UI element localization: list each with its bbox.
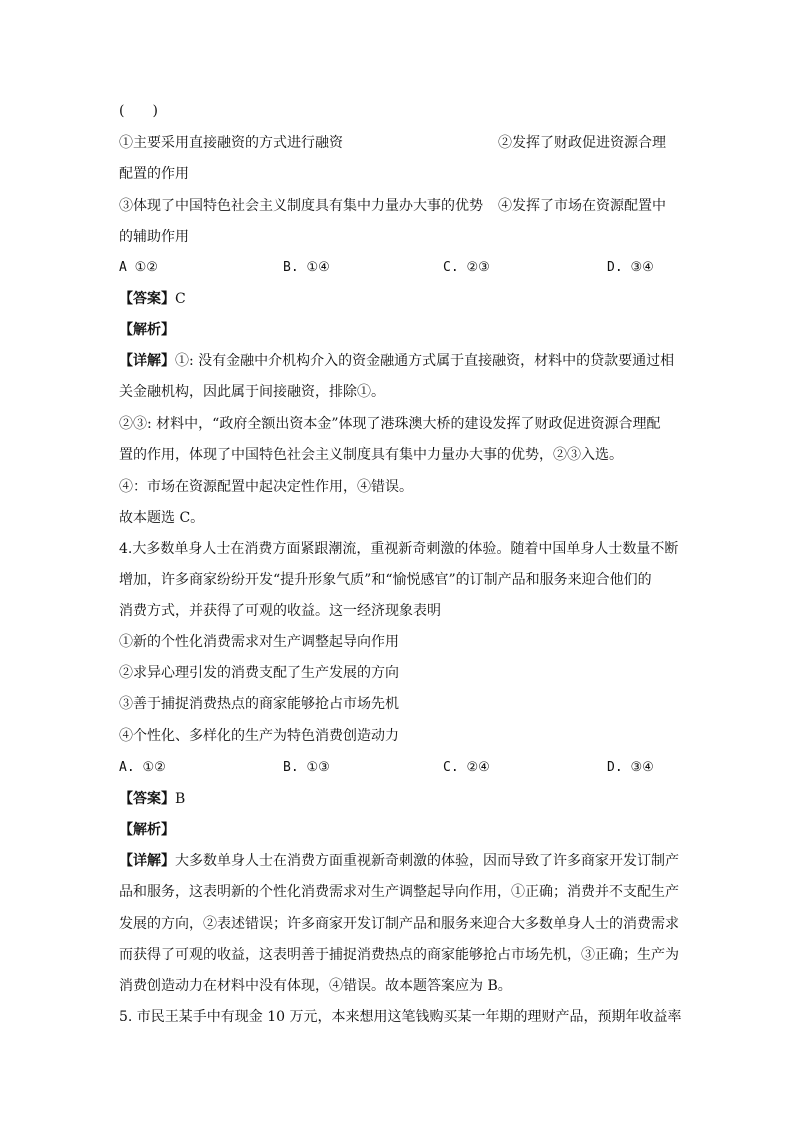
q3-detail-line: 关金融机构，因此属于间接融资，排除①。 [119,384,385,400]
q3-analysis-label: 【解析】 [119,322,175,338]
q4-item: ③善于捕捉消费热点的商家能够抢占市场先机 [119,696,399,712]
answer-value: B [175,791,186,807]
q4-stem-line: 增加，许多商家纷纷开发“提升形象气质”和“愉悦感官”的订制产品和服务来迎合他们的 [119,572,652,588]
answer-label: 【答案】 [119,291,175,307]
detail-text: ①: 没有金融中介机构介入的资金融通方式属于直接融资，材料中的贷款要通过相 [175,353,675,369]
choice-c: C. ②③ [443,260,490,275]
q4-item: ②求异心理引发的消费支配了生产发展的方向 [119,665,399,681]
q4-detail-line: 品和服务，这表明新的个性化消费需求对生产调整起导向作用，①正确；消费并不支配生产 [119,884,679,900]
choice-a: A. ①② [119,760,166,775]
detail-label: 【详解】 [119,353,175,369]
q3-option-3: ③体现了中国特色社会主义制度具有集中力量办大事的优势 [119,198,483,214]
q4-item: ④个性化、多样化的生产为特色消费创造动力 [119,728,399,744]
q3-answer [119,289,186,309]
q3-option-4-continued: 的辅助作用 [119,229,189,245]
choice-d: D. ③④ [607,260,654,275]
q4-answer [119,789,185,809]
answer-bracket: ( ) [119,103,158,119]
q3-detail-line [119,351,674,371]
q4-detail-line: 发展的方向，②表述错误；许多商家开发订制产品和服务来迎合大多数单身人士的消费需求 [119,916,679,932]
q3-detail-line: 故本题选 C。 [119,510,205,526]
detail-label: 【详解】 [119,853,175,869]
choice-c: C. ②④ [443,760,490,775]
q3-detail-line: 置的作用，体现了中国特色社会主义制度具有集中力量办大事的优势，②③入选。 [119,447,623,463]
detail-text: 大多数单身人士在消费方面重视新奇刺激的体验，因而导致了许多商家开发订制产 [175,853,679,869]
q3-detail-line: ②③: 材料中，“政府全额出资本金”体现了港珠澳大桥的建设发挥了财政促进资源合理配 [119,416,661,432]
choice-a: A ①② [119,260,158,275]
q4-stem-line: 4.大多数单身人士在消费方面紧跟潮流，重视新奇刺激的体验。随着中国单身人士数量不断 [119,541,679,557]
q3-choices [119,258,679,278]
q3-detail-line: ④：市场在资源配置中起决定性作用，④错误。 [119,479,413,495]
q3-option-2: ②发挥了财政促进资源合理 [498,135,666,151]
q5-stem: 5. 市民王某手中有现金 10 万元，本来想用这笔钱购买某一年期的理财产品，预期年收益率 [119,1009,682,1025]
choice-b: B. ①③ [283,760,330,775]
q4-item: ①新的个性化消费需求对生产调整起导向作用 [119,634,399,650]
q4-detail-line: 消费创造动力在材料中没有体现，④错误。故本题答案应为 B。 [119,978,512,994]
q4-detail-line: 而获得了可观的收益，这表明善于捕捉消费热点的商家能够抢占市场先机，③正确；生产为 [119,947,679,963]
answer-label: 【答案】 [119,791,175,807]
q4-detail-line [119,851,679,871]
q3-option-2-continued: 配置的作用 [119,166,189,182]
q4-analysis-label: 【解析】 [119,822,175,838]
choice-d: D. ③④ [607,760,654,775]
q3-option-4: ④发挥了市场在资源配置中 [498,198,666,214]
choice-b: B. ①④ [283,260,330,275]
q4-stem-line: 消费方式，并获得了可观的收益。这一经济现象表明 [119,603,441,619]
q4-choices [119,758,679,778]
answer-value: C [175,291,186,307]
q3-option-1: ①主要采用直接融资的方式进行融资 [119,135,343,151]
